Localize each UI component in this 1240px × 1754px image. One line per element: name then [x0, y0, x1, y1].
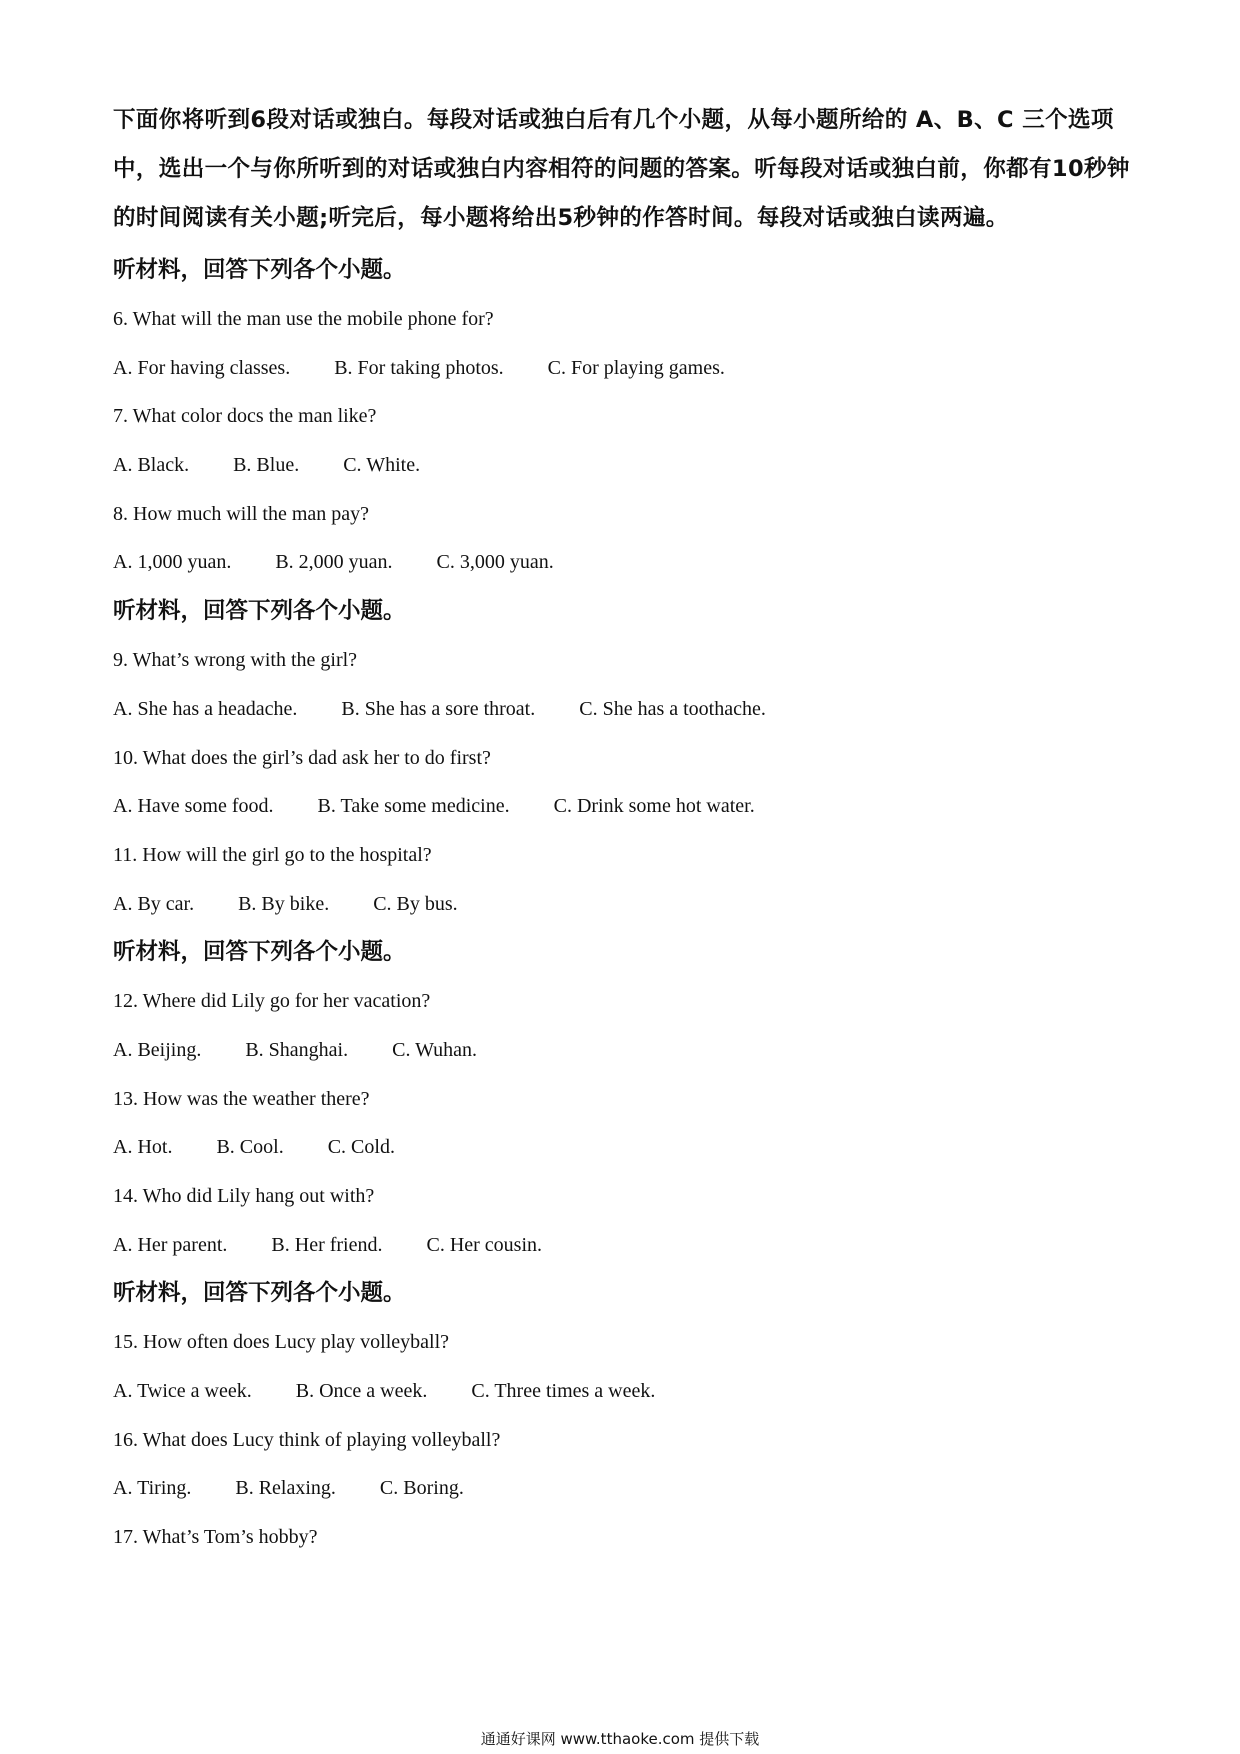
answer-option: A. Her parent.: [113, 1233, 228, 1256]
answer-option: B. 2,000 yuan.: [275, 551, 393, 574]
answer-options: [113, 1464, 1133, 1513]
answer-option: C. Wuhan.: [392, 1038, 478, 1061]
answer-option: C. Drink some hot water.: [553, 795, 755, 818]
answer-option: B. For taking photos.: [334, 356, 504, 379]
answer-options: [113, 782, 1133, 831]
answer-option: A. Hot.: [113, 1136, 173, 1159]
answer-option: A. Tiring.: [113, 1477, 192, 1500]
answer-option: C. She has a toothache.: [579, 697, 766, 720]
question-text: 10. What does the girl’s dad ask her to do first?: [113, 746, 491, 769]
answer-option: B. Take some medicine.: [317, 795, 510, 818]
section-heading: 听材料，回答下列各个小题。: [113, 598, 406, 625]
answer-option: C. Cold.: [327, 1136, 395, 1159]
answer-option: C. 3,000 yuan.: [436, 551, 554, 574]
answer-option: A. By car.: [113, 892, 195, 915]
answer-option: A. She has a headache.: [113, 697, 298, 720]
answer-options: [113, 1026, 1133, 1075]
answer-option: C. For playing games.: [547, 356, 725, 379]
question-text: 8. How much will the man pay?: [113, 502, 370, 525]
answer-options: [113, 344, 1133, 393]
answer-options: [113, 685, 1133, 734]
answer-option: C. By bus.: [373, 892, 458, 915]
answer-option: A. Have some food.: [113, 795, 274, 818]
answer-option: B. Her friend.: [271, 1233, 383, 1256]
answer-options: [113, 441, 1133, 490]
question-text: 13. How was the weather there?: [113, 1087, 370, 1110]
question-text: 17. What’s Tom’s hobby?: [113, 1526, 318, 1549]
answer-option: A. For having classes.: [113, 356, 291, 379]
answer-option: B. Relaxing.: [235, 1477, 336, 1500]
listening-sections: [113, 246, 1133, 1562]
answer-option: B. Cool.: [216, 1136, 284, 1159]
answer-options: [113, 1123, 1133, 1172]
answer-options: [113, 1221, 1133, 1270]
question-text: 14. Who did Lily hang out with?: [113, 1185, 375, 1207]
answer-option: B. Shanghai.: [245, 1038, 349, 1061]
answer-option: A. 1,000 yuan.: [113, 551, 232, 574]
answer-option: A. Twice a week.: [113, 1380, 252, 1403]
answer-option: B. Blue.: [233, 454, 300, 477]
section-heading: 听材料，回答下列各个小题。: [113, 939, 406, 966]
answer-options: [113, 538, 1133, 587]
answer-option: B. She has a sore throat.: [341, 697, 536, 720]
question-text: 9. What’s wrong with the girl?: [113, 649, 358, 672]
answer-option: C. Three times a week.: [471, 1380, 656, 1403]
question-text: 16. What does Lucy think of playing volleyball?: [113, 1428, 501, 1451]
answer-option: C. White.: [343, 454, 421, 477]
answer-option: B. By bike.: [238, 892, 330, 915]
section-heading: 听材料，回答下列各个小题。: [113, 1280, 406, 1307]
section-heading: 听材料，回答下列各个小题。: [113, 257, 406, 283]
answer-option: C. Boring.: [379, 1477, 464, 1500]
listening-instructions: 下面你将听到6段对话或独白。每段对话或独白后有几个小题，从每小题所给的 A、B、C 三个选项中，选出一个与你所听到的对话或独白内容相符的问题的答案。听每段对话或独白前，你都有10秒钟的时间阅读有关小题;听完后，每小题将给出5秒钟的作答时间。每段对话或独白读两遍。: [113, 107, 1130, 231]
question-text: 11. How will the girl go to the hospital?: [113, 843, 432, 866]
answer-option: A. Black.: [113, 454, 190, 477]
exam-page: [113, 96, 1133, 1562]
answer-option: B. Once a week.: [295, 1380, 428, 1403]
page-footer: 通通好课网 www.tthaoke.com 提供下载: [480, 1730, 760, 1748]
answer-options: [113, 1367, 1133, 1416]
question-text: 6. What will the man use the mobile phone for?: [113, 308, 494, 330]
question-text: 12. Where did Lily go for her vacation?: [113, 990, 431, 1013]
answer-option: C. Her cousin.: [426, 1233, 543, 1256]
question-text: 7. What color docs the man like?: [113, 405, 377, 428]
answer-options: [113, 880, 1133, 929]
answer-option: A. Beijing.: [113, 1038, 202, 1061]
question-text: 15. How often does Lucy play volleyball?: [113, 1331, 450, 1354]
